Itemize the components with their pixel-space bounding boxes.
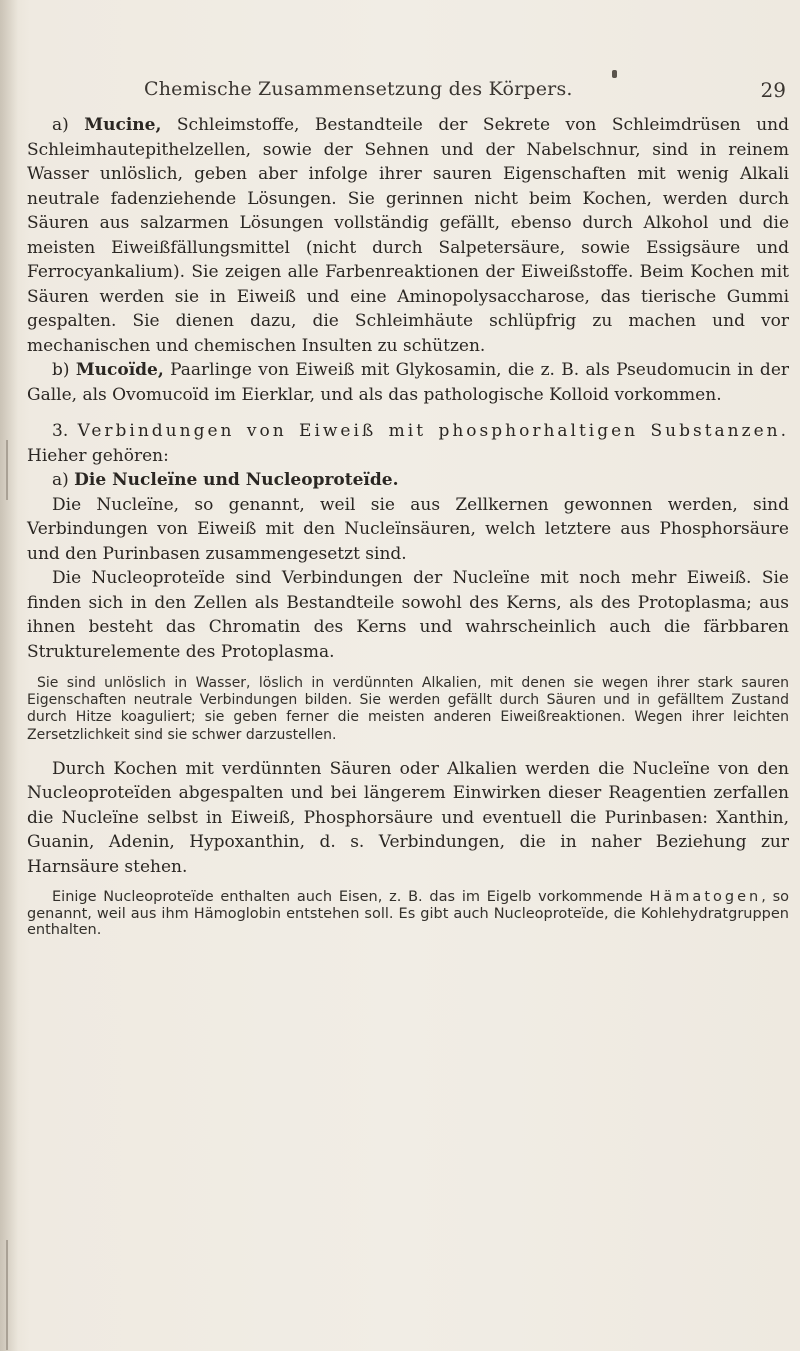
small-print-note-2 <box>27 889 789 939</box>
running-header <box>140 78 786 108</box>
small-print-note: Sie sind unlöslich in Wasser, löslich in verdünnten Alkalien, mit denen sie wegen ihrer stark sauren Eigenschaften neutrale Verbindungen bilden. Sie werden gefällt durch Säuren und in gefälltem Zustand durch Hitze koaguliert; sie geben ferner die meisten anderen Eiweißreaktionen. Wegen ihrer leichten Zersetzlichkeit sind sie schwer darzustellen. <box>27 675 789 743</box>
subsection-heading <box>27 468 789 493</box>
page-number: 29 <box>760 78 786 102</box>
subsection-title: Die Nucleïne und Nucleoproteïde. <box>74 470 399 490</box>
section-title: Verbindungen von Eiweiß mit phosphorhaltigen Substanzen. <box>77 421 789 441</box>
margin-mark <box>6 1240 8 1350</box>
page-body <box>27 113 789 939</box>
paragraph-kochen: Durch Kochen mit verdünnten Säuren oder Alkalien werden die Nucleïne von den Nucleoproteïden abgespalten und bei längerem Einwirken dieser Reagentien zerfallen die Nucleïne selbst in Eiweiß, Phosphorsäure und eventuell die Purinbasen: Xanthin, Guanin, Adenin, Hypoxanthin, d. s. Verbindungen, die in naher Beziehung zur Harnsäure stehen. <box>27 758 789 877</box>
list-marker: a) <box>52 115 85 135</box>
term-haematogen: Hämatogen <box>649 889 762 906</box>
paragraph-text: Hieher gehören: <box>27 445 169 466</box>
note-text: , so genannt, weil aus ihm Hämoglobin entstehen soll. Es gibt auch Nucleoproteïde, die Kohlehydratgruppen enthalten. <box>27 889 789 939</box>
term-mucine: Mucine, <box>84 115 162 135</box>
ink-mark <box>612 70 617 78</box>
paragraph-mucoide <box>27 358 789 407</box>
paragraph-nucleine: Die Nucleïne, so genannt, weil sie aus Zellkernen gewonnen werden, sind Verbindungen von Eiweiß mit den Nucleïnsäuren, welch letztere aus Phosphorsäure und den Purinbasen zusammengesetzt sind. <box>27 494 789 564</box>
term-mucoide: Mucoïde, <box>75 360 164 380</box>
section-3-heading <box>27 419 789 468</box>
note-text: Einige Nucleoproteïde enthalten auch Eisen, z. B. das im Eigelb vorkommende <box>52 889 650 906</box>
list-marker: b) <box>52 360 76 380</box>
paragraph-text: Paarlinge von Eiweiß mit Glykosamin, die z. B. als Pseudomucin in der Galle, als Ovomucoïd im Eierklar, und als das pathologische Kolloid vorkommen. <box>27 360 790 405</box>
list-marker: a) <box>52 470 75 490</box>
paragraph-mucine <box>27 113 789 358</box>
paragraph-text: Schleimstoffe, Bestandteile der Sekrete von Schleimdrüsen und Schleimhautepithelzellen, sowie der Sehnen und der Nabelschnur, sind in reinem Wasser unlöslich, geben aber infolge ihrer sauren Eigenschaften mit wenig Alkali neutrale fadenziehende Lösungen. Sie gerinnen nicht beim Kochen, werden durch Säuren aus salzarmen Lösungen vollständig gefällt, ebenso durch Alkohol und die meisten Eiweißfällungsmittel (nicht durch Salpetersäure, sowie Essigsäure und Ferrocyankalium). Sie zeigen alle Farbenreaktionen der Eiweißstoffe. Beim Kochen mit Säuren werden sie in Eiweiß und eine Aminopolysaccharose, das tierische Gummi gespalten. Sie dienen dazu, die Schleimhäute schlüpfrig zu machen und vor mechanischen und chemischen Insulten zu schützen. <box>27 115 789 356</box>
margin-mark <box>6 440 8 500</box>
running-title: Chemische Zusammensetzung des Körpers. <box>144 78 573 100</box>
page-gutter-shadow <box>0 0 18 1351</box>
paragraph-nucleoproteide: Die Nucleoproteïde sind Verbindungen der Nucleïne mit noch mehr Eiweiß. Sie finden sich in den Zellen als Bestandteile sowohl des Kerns, als des Protoplasma; aus ihnen besteht das Chromatin des Kerns und wahrscheinlich auch die färbbaren Strukturelemente des Protoplasma. <box>27 568 789 662</box>
section-number: 3. <box>52 421 78 441</box>
